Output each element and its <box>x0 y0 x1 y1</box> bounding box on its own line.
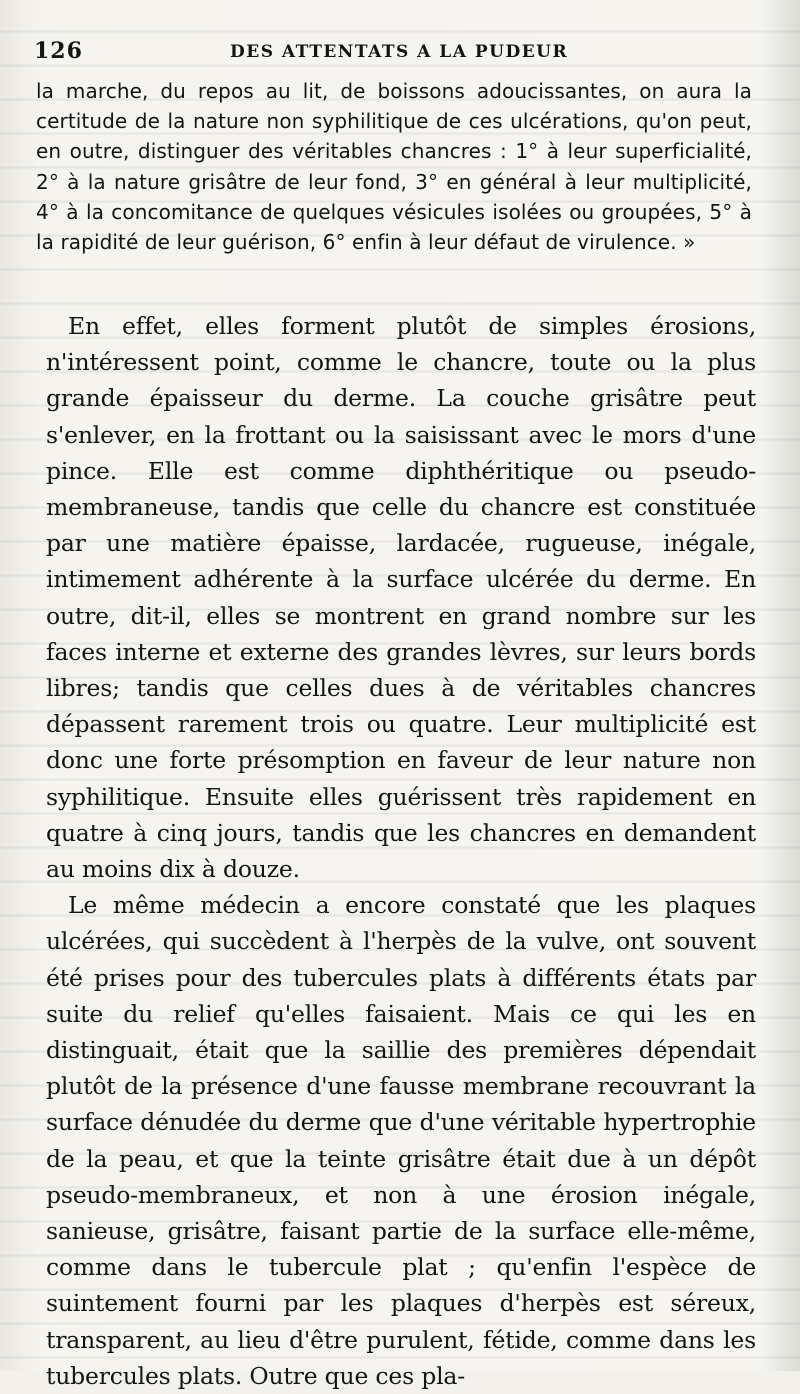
main-text <box>46 308 756 1394</box>
page-number: 126 <box>34 38 83 64</box>
quoted-passage: la marche, du repos au lit, de boissons adoucissantes, on aura la certitude de la nature non syphilitique de ces ulcérations, qu'on peut, en outre, distinguer des véritables chancres : 1° à leur superficialité, 2° à la nature grisâtre de leur fond, 3° en général à leur multiplicité, 4° à la concomitance de quelques vésicules isolées ou groupées, 5° à la rapidité de leur guérison, 6° enfin à leur défaut de virulence. » <box>36 79 752 255</box>
paragraph: Le même médecin a encore constaté que les plaques ulcérées, qui succèdent à l'herpès de la vulve, ont souvent été prises pour des tubercules plats à différents états par suite du relief qu'elles faisaient. Mais ce qui les en distinguait, était que la saillie des premières dépendait plutôt de la présence d'une fausse membrane recouvrant la surface dénudée du derme que d'une véritable hypertrophie de la peau, et que la teinte grisâtre était due à un dépôt pseudo-membraneux, et non à une érosion inégale, sanieuse, grisâtre, faisant partie de la surface elle-même, comme dans le tubercule plat ; qu'enfin l'espèce de suintement fourni par les plaques d'herpès est séreux, transparent, au lieu d'être purulent, fétide, comme dans les tubercules plats. Outre que ces pla- <box>46 891 756 1390</box>
page-header <box>34 38 760 68</box>
running-head: DES ATTENTATS A LA PUDEUR <box>230 42 569 62</box>
paragraph: En effet, elles forment plutôt de simples érosions, n'intéressent point, comme le chancre, toute ou la plus grande épaisseur du derme. La couche grisâtre peut s'enlever, en la frottant ou la saisissant avec le mors d'une pince. Elle est comme diphthéritique ou pseudo-membraneuse, tandis que celle du chancre est constituée par une matière épaisse, lardacée, rugueuse, inégale, intimement adhérente à la surface ulcérée du derme. En outre, dit-il, elles se montrent en grand nombre sur les faces interne et externe des grandes lèvres, sur leurs bords libres; tandis que celles dues à de véritables chancres dépassent rarement trois ou quatre. Leur multiplicité est donc une forte présomption en faveur de leur nature non syphilitique. Ensuite elles guérissent très rapidement en quatre à cinq jours, tandis que les chancres en demandent au moins dix à douze. <box>46 312 756 884</box>
